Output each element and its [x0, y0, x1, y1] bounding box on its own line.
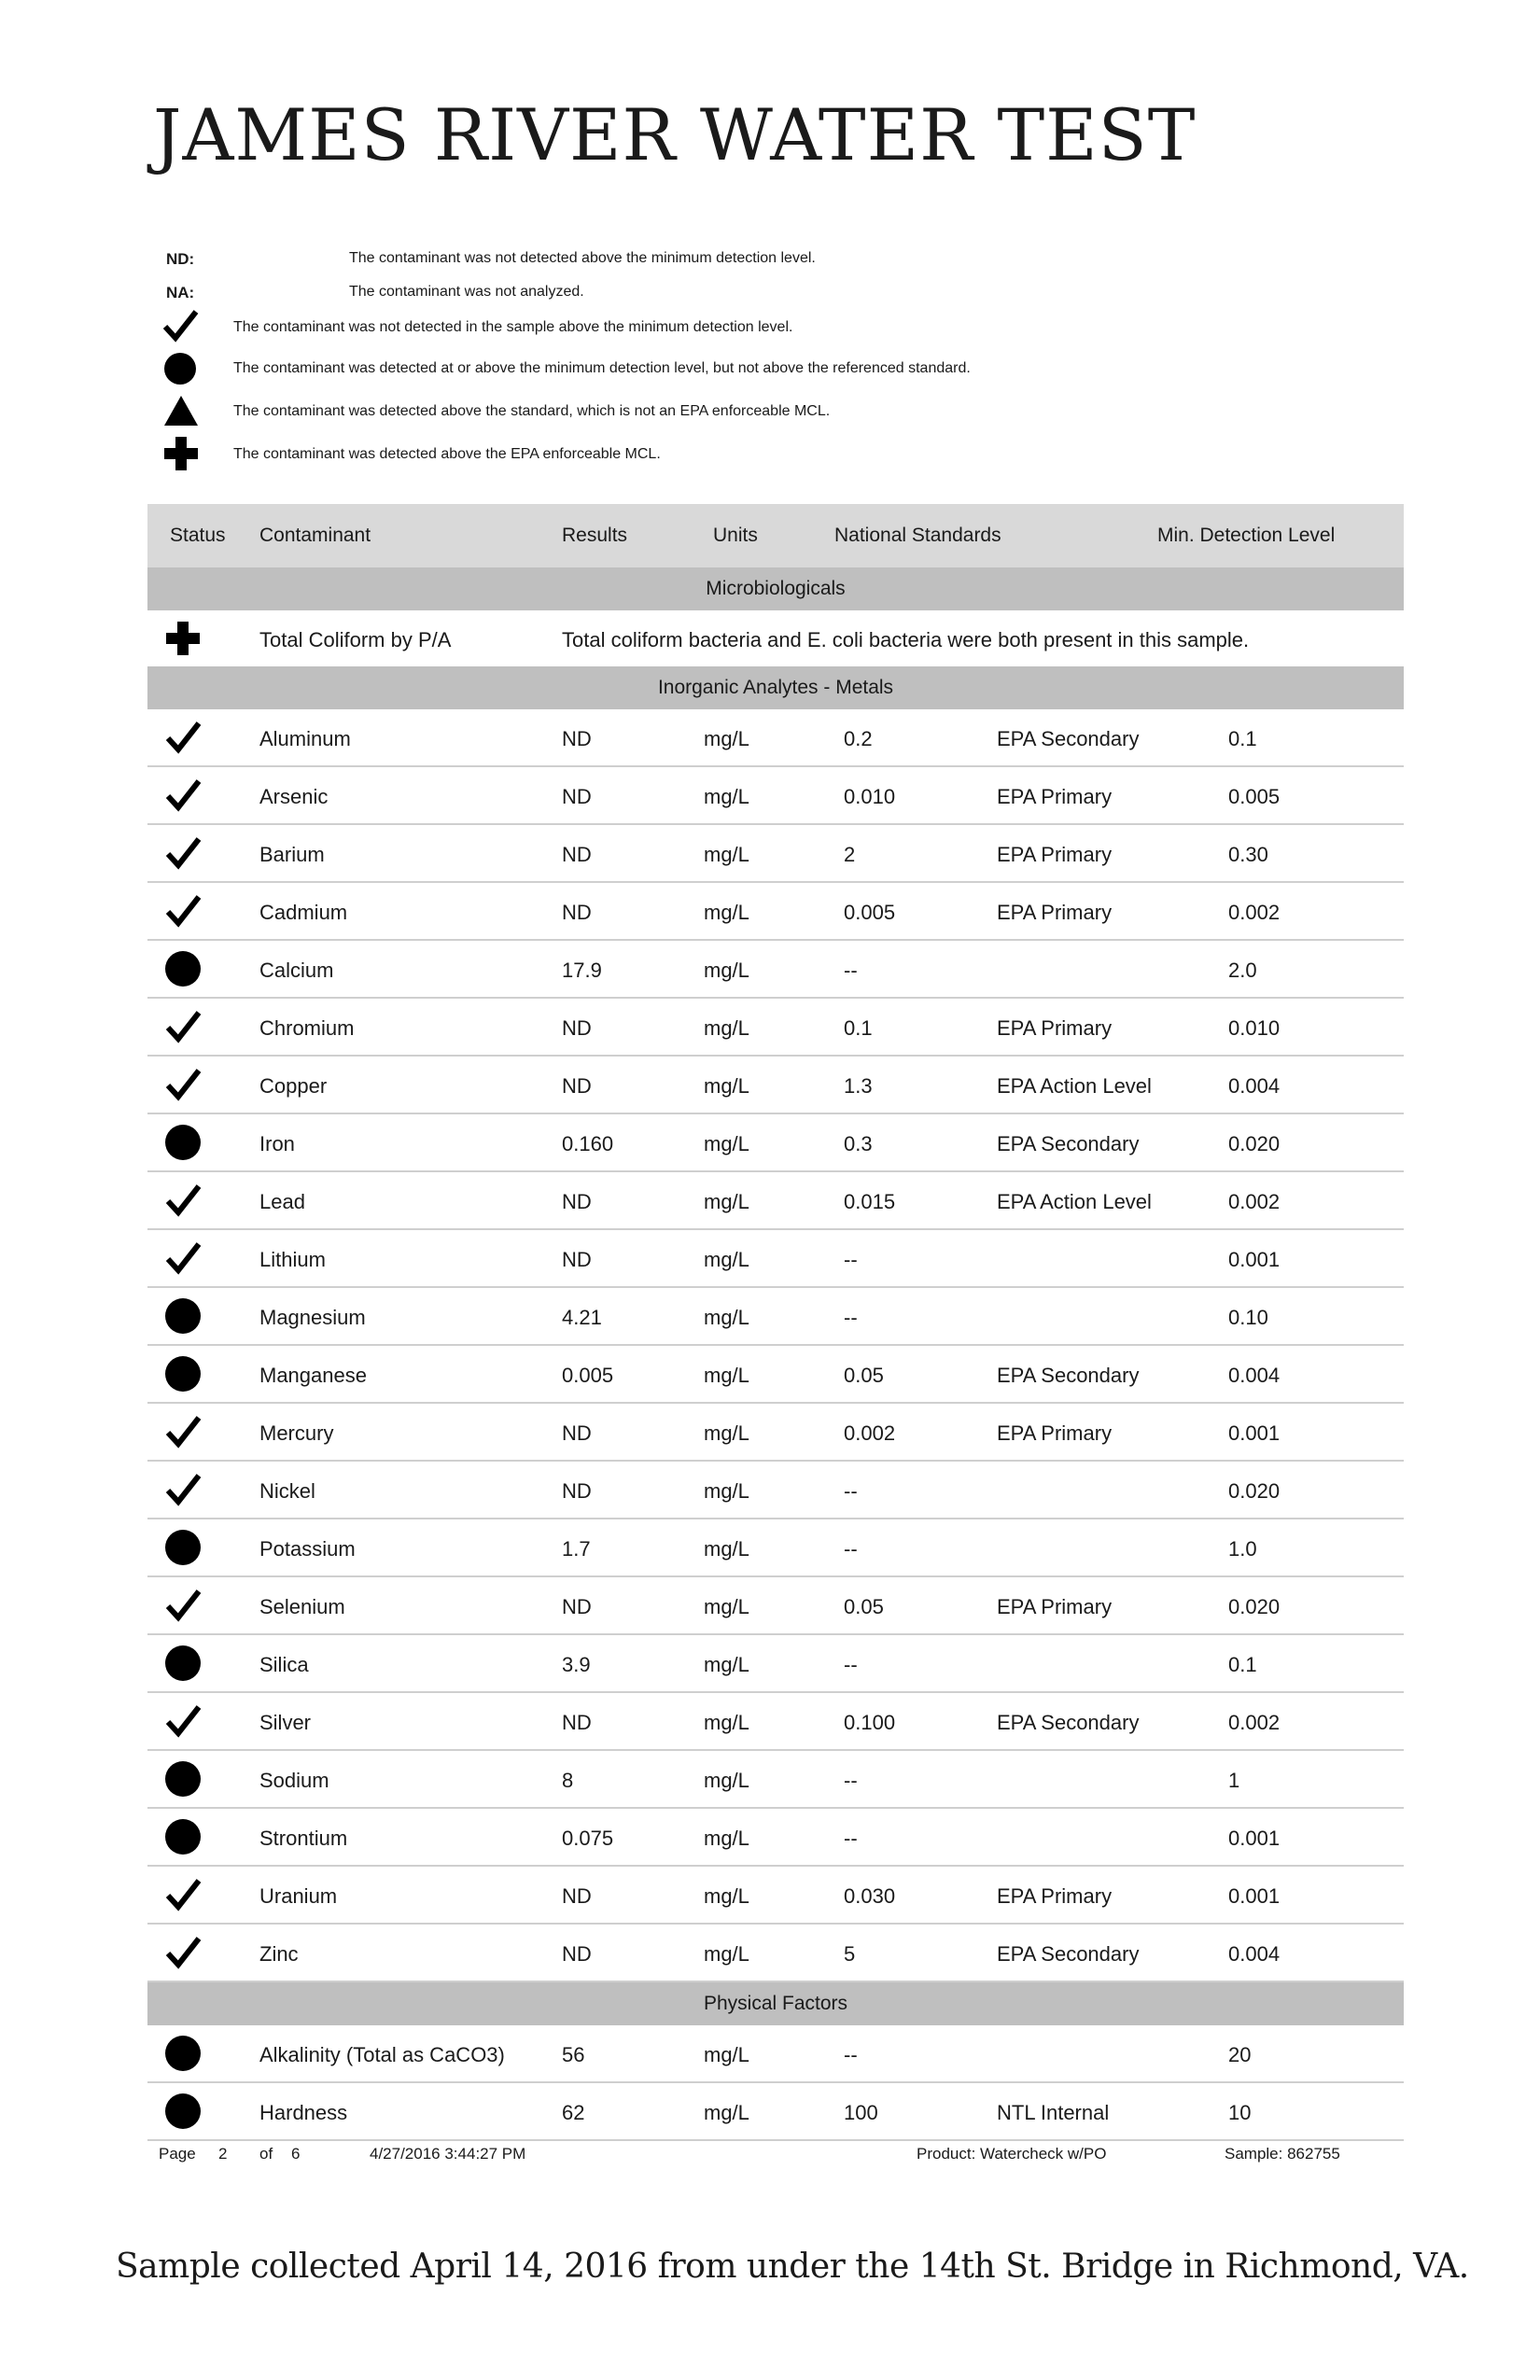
page-title: JAMES RIVER WATER TEST [153, 93, 1197, 176]
contaminant-name: Total Coliform by P/A [259, 628, 452, 651]
mdl-value: 0.020 [1228, 1479, 1281, 1503]
mdl-value: 0.004 [1228, 1364, 1281, 1387]
legend-text: The contaminant was not analyzed. [349, 284, 584, 300]
contaminant-name: Cadmium [259, 901, 348, 924]
footer-product: Product: Watercheck w/PO [917, 2145, 1107, 2163]
contaminant-name: Arsenic [259, 785, 329, 808]
contaminant-name: Alkalinity (Total as CaCO3) [259, 2043, 505, 2066]
result-value: ND [562, 785, 592, 808]
units-value: mg/L [704, 1190, 749, 1213]
table-row [147, 1635, 1404, 1693]
table-row [147, 2083, 1404, 2141]
mdl-value: 10 [1228, 2101, 1252, 2124]
result-value: ND [562, 1884, 592, 1908]
mdl-value: 0.002 [1228, 1190, 1281, 1213]
cross-icon [164, 620, 202, 657]
table-row [147, 1693, 1404, 1751]
contaminant-name: Zinc [259, 1942, 299, 1966]
standard-value: 100 [844, 2101, 878, 2124]
table-row [147, 1867, 1404, 1925]
check-icon [164, 1587, 202, 1624]
table-row [147, 1751, 1404, 1809]
physical-rows [147, 2025, 1404, 2141]
footer-page-number: 2 [218, 2145, 228, 2163]
section-physical-factors: Physical Factors [147, 1982, 1404, 2025]
check-icon [164, 1239, 202, 1277]
mdl-value: 1 [1228, 1769, 1240, 1792]
standard-value: -- [844, 1653, 858, 1676]
check-icon [164, 1876, 202, 1913]
legend-text: The contaminant was detected at or above the minimum detection level, but not above the referenced standard. [233, 360, 971, 376]
dot-icon [164, 1124, 202, 1161]
standard-type: EPA Secondary [997, 727, 1140, 750]
result-value: 8 [562, 1769, 574, 1792]
contaminant-name: Lithium [259, 1248, 326, 1271]
mdl-value: 0.010 [1228, 1016, 1281, 1040]
standard-value: 0.05 [844, 1595, 884, 1618]
table-row [147, 1404, 1404, 1462]
result-value: ND [562, 727, 592, 750]
metals-rows [147, 709, 1404, 1982]
standard-type: EPA Action Level [997, 1074, 1152, 1098]
units-value: mg/L [704, 1769, 749, 1792]
contaminant-name: Selenium [259, 1595, 345, 1618]
triangle-icon [162, 394, 200, 427]
check-icon [164, 834, 202, 872]
mdl-value: 0.001 [1228, 1827, 1281, 1850]
result-value: ND [562, 1074, 592, 1098]
result-value: 1.7 [562, 1537, 591, 1561]
footer-datetime: 4/27/2016 3:44:27 PM [370, 2145, 526, 2163]
check-icon [164, 1182, 202, 1219]
standard-type: EPA Secondary [997, 1942, 1140, 1966]
result-value: ND [562, 1479, 592, 1503]
mdl-value: 0.30 [1228, 843, 1268, 866]
table-row [147, 767, 1404, 825]
standard-value: 0.015 [844, 1190, 896, 1213]
dot-icon [164, 1760, 202, 1798]
table-row [147, 883, 1404, 941]
units-value: mg/L [704, 2101, 749, 2124]
result-value: ND [562, 1190, 592, 1213]
contaminant-name: Silica [259, 1653, 309, 1676]
units-value: mg/L [704, 1827, 749, 1850]
standard-value: 0.100 [844, 1711, 896, 1734]
header-status: Status [170, 525, 226, 546]
contaminant-name: Calcium [259, 959, 334, 982]
legend-text: The contaminant was detected above the EPA enforceable MCL. [233, 446, 661, 462]
table-row [147, 1346, 1404, 1404]
standard-type: NTL Internal [997, 2101, 1110, 2124]
standard-value: -- [844, 2043, 858, 2066]
table-row [147, 1519, 1404, 1577]
contaminant-name: Magnesium [259, 1306, 366, 1329]
contaminant-name: Iron [259, 1132, 295, 1155]
check-icon [164, 1702, 202, 1740]
cross-icon [162, 435, 200, 472]
contaminant-name: Chromium [259, 1016, 355, 1040]
footer-page-label: Page [159, 2145, 196, 2163]
standard-type: EPA Primary [997, 843, 1113, 866]
mdl-value: 0.020 [1228, 1132, 1281, 1155]
check-icon [164, 777, 202, 814]
mdl-value: 0.004 [1228, 1074, 1281, 1098]
result-value: ND [562, 1595, 592, 1618]
standard-type: EPA Primary [997, 901, 1113, 924]
units-value: mg/L [704, 1016, 749, 1040]
check-icon [164, 1471, 202, 1508]
results-table [147, 504, 1404, 2141]
result-value: 0.005 [562, 1364, 614, 1387]
result-value: 17.9 [562, 959, 602, 982]
table-row [147, 999, 1404, 1057]
table-row [147, 1230, 1404, 1288]
standard-value: -- [844, 1479, 858, 1503]
result-value: ND [562, 1711, 592, 1734]
mdl-value: 0.001 [1228, 1421, 1281, 1445]
footer-sample: Sample: 862755 [1225, 2145, 1340, 2163]
header-units: Units [713, 525, 758, 546]
units-value: mg/L [704, 1595, 749, 1618]
contaminant-name: Lead [259, 1190, 305, 1213]
table-row [147, 1809, 1404, 1867]
units-value: mg/L [704, 1306, 749, 1329]
contaminant-name: Uranium [259, 1884, 338, 1908]
result-value: 0.160 [562, 1132, 614, 1155]
mdl-value: 0.10 [1228, 1306, 1268, 1329]
standard-type: EPA Primary [997, 1884, 1113, 1908]
table-row [147, 1925, 1404, 1982]
table-row [147, 1577, 1404, 1635]
standard-value: 0.030 [844, 1884, 896, 1908]
mdl-value: 0.020 [1228, 1595, 1281, 1618]
legend-text: The contaminant was not detected above the minimum detection level. [349, 250, 816, 266]
result-value: ND [562, 1248, 592, 1271]
standard-value: -- [844, 1537, 858, 1561]
footer-page-total: 6 [291, 2145, 301, 2163]
mdl-value: 20 [1228, 2043, 1252, 2066]
contaminant-name: Nickel [259, 1479, 315, 1503]
legend-text: The contaminant was not detected in the sample above the minimum detection level. [233, 319, 793, 335]
standard-value: -- [844, 1827, 858, 1850]
table-row [147, 610, 1404, 666]
units-value: mg/L [704, 1364, 749, 1387]
contaminant-name: Mercury [259, 1421, 334, 1445]
units-value: mg/L [704, 1132, 749, 1155]
units-value: mg/L [704, 1653, 749, 1676]
table-row [147, 2025, 1404, 2083]
standard-value: 2 [844, 843, 856, 866]
units-value: mg/L [704, 1711, 749, 1734]
mdl-value: 0.005 [1228, 785, 1281, 808]
units-value: mg/L [704, 1942, 749, 1966]
mdl-value: 0.001 [1228, 1248, 1281, 1271]
dot-icon [164, 1645, 202, 1682]
units-value: mg/L [704, 1248, 749, 1271]
table-row [147, 825, 1404, 883]
legend-text: The contaminant was detected above the standard, which is not an EPA enforceable MCL. [233, 403, 831, 419]
result-value: ND [562, 843, 592, 866]
check-icon [164, 1008, 202, 1045]
result-value: ND [562, 1421, 592, 1445]
table-row [147, 1057, 1404, 1114]
units-value: mg/L [704, 727, 749, 750]
dot-icon [164, 1529, 202, 1566]
standard-value: 0.2 [844, 727, 873, 750]
dot-icon [164, 2035, 202, 2072]
units-value: mg/L [704, 1479, 749, 1503]
contaminant-name: Manganese [259, 1364, 367, 1387]
dot-icon [162, 351, 198, 386]
contaminant-name: Silver [259, 1711, 312, 1734]
result-value: 56 [562, 2043, 585, 2066]
table-row [147, 1172, 1404, 1230]
section-metals: Inorganic Analytes - Metals [147, 666, 1404, 709]
standard-type: EPA Secondary [997, 1132, 1140, 1155]
standard-value: 0.010 [844, 785, 896, 808]
check-icon [164, 1413, 202, 1450]
standard-value: 0.05 [844, 1364, 884, 1387]
header-national-standards: National Standards [834, 525, 1001, 546]
mdl-value: 2.0 [1228, 959, 1257, 982]
standard-type: EPA Secondary [997, 1364, 1140, 1387]
table-row [147, 709, 1404, 767]
mdl-value: 0.002 [1228, 901, 1281, 924]
units-value: mg/L [704, 1537, 749, 1561]
contaminant-name: Hardness [259, 2101, 348, 2124]
mdl-value: 0.002 [1228, 1711, 1281, 1734]
result-value: 4.21 [562, 1306, 602, 1329]
standard-type: EPA Primary [997, 1595, 1113, 1618]
units-value: mg/L [704, 1884, 749, 1908]
header-contaminant: Contaminant [259, 525, 371, 546]
result-value: 0.075 [562, 1827, 614, 1850]
result-value: 62 [562, 2101, 585, 2124]
standard-type: EPA Primary [997, 785, 1113, 808]
standard-type: EPA Secondary [997, 1711, 1140, 1734]
table-row [147, 941, 1404, 999]
standard-value: 0.002 [844, 1421, 896, 1445]
units-value: mg/L [704, 1421, 749, 1445]
table-row [147, 1114, 1404, 1172]
dot-icon [164, 1818, 202, 1855]
units-value: mg/L [704, 2043, 749, 2066]
table-row [147, 1462, 1404, 1519]
mdl-value: 0.004 [1228, 1942, 1281, 1966]
result-value: ND [562, 901, 592, 924]
standard-value: 0.005 [844, 901, 896, 924]
mdl-value: 0.001 [1228, 1884, 1281, 1908]
check-icon [164, 1066, 202, 1103]
standard-type: EPA Primary [997, 1016, 1113, 1040]
standard-value: -- [844, 1248, 858, 1271]
result-value: ND [562, 1016, 592, 1040]
standard-type: EPA Primary [997, 1421, 1113, 1445]
standard-value: -- [844, 1769, 858, 1792]
check-icon [164, 1934, 202, 1971]
units-value: mg/L [704, 1074, 749, 1098]
result-value: Total coliform bacteria and E. coli bacteria were both present in this sample. [562, 628, 1250, 651]
table-header [147, 504, 1404, 567]
standard-type: EPA Action Level [997, 1190, 1152, 1213]
legend-code: NA: [166, 284, 195, 301]
contaminant-name: Strontium [259, 1827, 348, 1850]
contaminant-name: Sodium [259, 1769, 329, 1792]
contaminant-name: Copper [259, 1074, 328, 1098]
mdl-value: 0.1 [1228, 1653, 1257, 1676]
result-value: ND [562, 1942, 592, 1966]
contaminant-name: Barium [259, 843, 325, 866]
section-microbiologicals: Microbiologicals [147, 567, 1404, 610]
standard-value: 5 [844, 1942, 856, 1966]
mdl-value: 0.1 [1228, 727, 1257, 750]
units-value: mg/L [704, 959, 749, 982]
check-icon [162, 308, 200, 345]
dot-icon [164, 950, 202, 987]
dot-icon [164, 2093, 202, 2130]
units-value: mg/L [704, 843, 749, 866]
header-min-detection-level: Min. Detection Level [1157, 525, 1336, 546]
dot-icon [164, 1297, 202, 1335]
photo-caption: Sample collected April 14, 2016 from under the 14th St. Bridge in Richmond, VA. [116, 2247, 1469, 2286]
check-icon [164, 892, 202, 930]
standard-value: -- [844, 959, 858, 982]
standard-value: 0.3 [844, 1132, 873, 1155]
header-results: Results [562, 525, 628, 546]
standard-value: -- [844, 1306, 858, 1329]
standard-value: 0.1 [844, 1016, 873, 1040]
legend-code: ND: [166, 250, 195, 268]
units-value: mg/L [704, 785, 749, 808]
standard-value: 1.3 [844, 1074, 873, 1098]
contaminant-name: Aluminum [259, 727, 351, 750]
contaminant-name: Potassium [259, 1537, 356, 1561]
dot-icon [164, 1355, 202, 1393]
table-row [147, 1288, 1404, 1346]
units-value: mg/L [704, 901, 749, 924]
footer-of-label: of [259, 2145, 273, 2163]
check-icon [164, 719, 202, 756]
result-value: 3.9 [562, 1653, 591, 1676]
mdl-value: 1.0 [1228, 1537, 1257, 1561]
